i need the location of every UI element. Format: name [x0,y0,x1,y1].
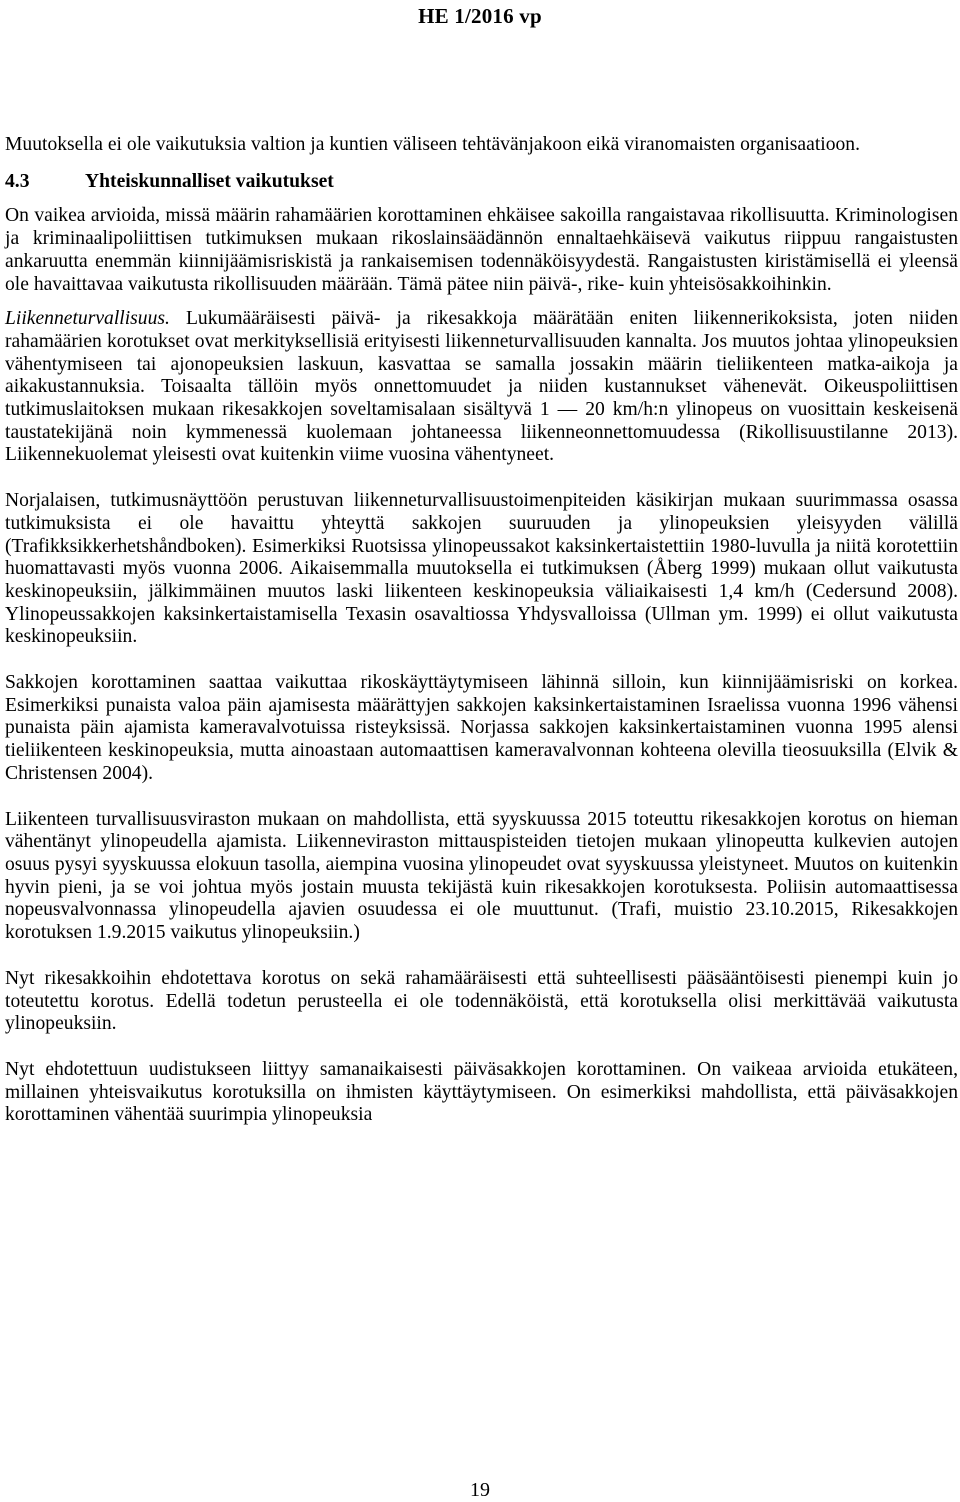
paragraph-traffic-safety [5,308,958,467]
paragraph-societal-impact: On vaikea arvioida, missä määrin rahamäärien korottaminen ehkäisee sakoilla rangaistavaa rikollisuutta. Kriminologisen ja kriminaalipoliittisen tutkimuksen mukaan rikoslainsäädännön ennaltaehkäisevä vaikutus riippuu rangaistusten ankaruutta enemmän kiinnijäämisriskistä ja rankaisemisen todennäköisyydestä. Rangaistusten kiristämisellä ei yleensä ole havaittavaa vaikutusta rikollisuuden määrään. Tämä pätee niin päivä-, rike- kuin yhteisösakkoihinkin. [5,205,958,295]
paragraph-proposed-increase: Nyt rikesakkoihin ehdotettava korotus on sekä rahamääräisesti että suhteellisesti pääsääntöisesti pienempi kuin jo toteutettu korotus. Edellä todetun perusteella ei ole todennäköistä, että korotuksella olisi merkittävää vaikutusta ylinopeuksiin. [5,967,958,1035]
paragraph-norwegian-handbook: Norjalaisen, tutkimusnäyttöön perustuvan liikenneturvallisuustoimenpiteiden käsikirjan mukaan suurimmassa osassa tutkimuksista ei ole havaittu yhteyttä sakkojen suuruuden ja ylinopeuksien yleisyyden välillä (Trafikksikkerhetshåndboken). Esimerkiksi Ruotsissa ylinopeussakot kaksinkertaistettiin 1980-luvulla ja niitä korotettiin huomattavasti myös vuonna 2006. Aikaisemmalla muutoksella ei tutkimuksen (Åberg 1999) mukaan ollut vaikutusta keskinopeuksiin, jälkimmäinen muutos laski liikenteen keskinopeuksia väliaikaisesti 1,4 km/h (Cedersund 2008). Ylinopeussakkojen kaksinkertaistamisella Texasin osavaltiossa Yhdysvalloissa (Ullman ym. 1999) ei ollut vaikutusta keskinopeuksiin. [5,490,958,648]
page-number: 19 [470,1479,490,1501]
paragraph-traffic-safety-text: Lukumääräisesti päivä- ja rikesakkoja määrätään eniten liikennerikoksista, joten niiden rahamäärien korotukset ovat merkityksellisiä erityisesti liikenneturvallisuuden kannalta. Jos muutos johtaa ylinopeuksien vähentymiseen tai ajonopeuksien laskuun, kasvattaa se samalla jossakin määrin tieliikenteen matka-aikoja ja aikakustannuksia. Toisaalta tällöin myös onnettomuudet ja niiden kustannukset vähenevät. Oikeuspoliittisen tutkimuslaitoksen mukaan rikesakkojen soveltamisalaan sisältyvä 1 — 20 km/h:n ylinopeus on vuosittain keskeisenä taustatekijänä noin kymmenessä kuolemaan johtaneessa liikenneonnettomuudessa (Rikollisuustilanne 2013). Liikennekuolemat yleisesti ovat kuitenkin viime vuosina vähentyneet. [5,308,958,466]
paragraph-detection-risk: Sakkojen korottaminen saattaa vaikuttaa rikoskäyttäytymiseen lähinnä silloin, kun kiinnijäämisriski on korkea. Esimerkiksi punaista valoa päin ajamisesta määrättyjen sakkojen kaksinkertaistaminen Israelissa vuonna 1996 vähensi punaista päin ajamista kameravalvotuissa risteyksissä. Norjassa sakkojen kaksinkertaistaminen vuonna 1995 alensi tieliikenteen keskinopeuksia, mutta ainoastaan automaattisen kameravalvonnan kohteena olevilla tieosuuksilla (Elvik & Christensen 2004). [5,672,958,784]
document-header: HE 1/2016 vp [418,4,542,28]
paragraph-organisation: Muutoksella ei ole vaikutuksia valtion ja kuntien väliseen tehtävänjakoon eikä viranomaisten organisaatioon. [5,134,861,155]
paragraph-day-fines: Nyt ehdotettuun uudistukseen liittyy samanaikaisesti päiväsakkojen korottaminen. On vaikeaa arvioida etukäteen, millainen yhteisvaikutus korotuksilla on ihmisten käyttäytymiseen. On esimerkiksi mahdollista, että päiväsakkojen korottaminen vähentää suurimpia ylinopeuksia [5,1058,958,1126]
section-title: Yhteiskunnalliset vaikutukset [85,170,334,192]
paragraph-lead-term: Liikenneturvallisuus. [5,308,170,330]
paragraph-trafi-assessment: Liikenteen turvallisuusviraston mukaan on mahdollista, että syyskuussa 2015 toteuttu rikesakkojen korotus on hieman vähentänyt ylinopeudella ajamista. Liikenneviraston mittauspisteiden tietojen mukaan ylinopeutta kulkevien autojen osuus pysyi syyskuussa elokuun tasolla, aiempina vuosina ylinopeudet ovat syyskuussa yleistyneet. Muutos on kuitenkin hyvin pieni, ja se voi johtua myös jostain muusta tekijästä kuin rikesakkojen korotuksesta. Poliisin automaattisessa nopeusvalvonnassa ylinopeudella ajavien osuudessa ei ole muuttunut. (Trafi, muistio 23.10.2015, Rikesakkojen korotuksen 1.9.2015 vaikutus ylinopeuksiin.) [5,808,958,944]
document-body [5,134,958,1127]
section-heading [5,171,958,194]
section-number: 4.3 [5,170,30,192]
